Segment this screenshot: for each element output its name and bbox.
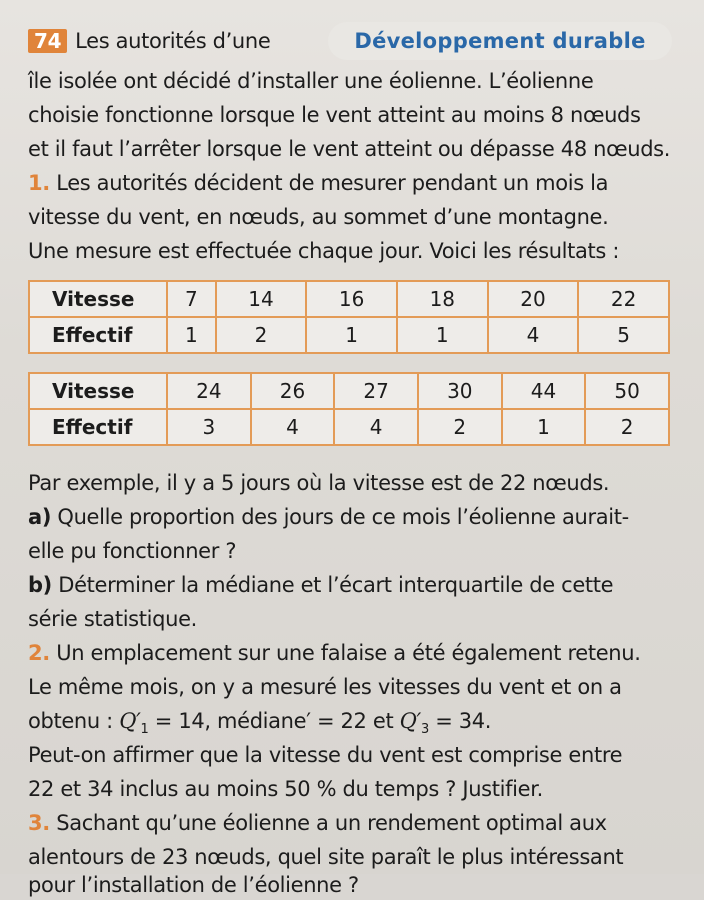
median-prime-text: , médiane′ = 22 et [204, 709, 400, 733]
table-cell: 1 [397, 317, 488, 353]
q3-prime-value: = 34. [428, 709, 492, 733]
table-cell: 2 [418, 409, 502, 445]
table-cell: 20 [488, 281, 579, 317]
table-cell: 7 [167, 281, 216, 317]
speed-table-1 [28, 280, 670, 354]
q2-text-1: Un emplacement sur une falaise a été également retenu. [56, 641, 641, 665]
qa-text-1: Quelle proportion des jours de ce mois l’éolienne aurait- [57, 505, 629, 529]
table-cell: 5 [578, 317, 669, 353]
q1-prime-symbol: Q′ [119, 709, 141, 733]
q2-number: 2. [28, 641, 50, 665]
qa-line-1 [28, 502, 684, 532]
table-cell: 30 [418, 373, 502, 409]
example-line: Par exemple, il y a 5 jours où la vitesse est de 22 nœuds. [28, 471, 610, 495]
q3-line-1 [28, 808, 684, 838]
theme-badge: Développement durable [328, 22, 672, 60]
q3-prime-subscript: 3 [420, 722, 429, 737]
q1-prime-value: = 14 [148, 709, 205, 733]
qb-label: b) [28, 573, 52, 597]
qa-label: a) [28, 505, 52, 529]
table-cell: 44 [502, 373, 586, 409]
intro-line-2: île isolée ont décidé d’installer une éolienne. L’éolienne [28, 69, 594, 93]
table-cell: 22 [578, 281, 669, 317]
table-row-label: Vitesse [29, 281, 167, 317]
table-cell: 50 [585, 373, 669, 409]
qa-line-2: elle pu fonctionner ? [28, 539, 237, 563]
intro-text-1: Les autorités d’une [75, 29, 271, 53]
table-row [29, 281, 669, 317]
table-cell: 1 [306, 317, 397, 353]
table-cell: 4 [251, 409, 335, 445]
table-cell: 4 [334, 409, 418, 445]
qb-line-1 [28, 570, 684, 600]
q3-number: 3. [28, 811, 50, 835]
qb-text-1: Déterminer la médiane et l’écart interquartile de cette [58, 573, 614, 597]
q1-line-1 [28, 168, 684, 198]
table-cell: 27 [334, 373, 418, 409]
table-row [29, 409, 669, 445]
table-row [29, 317, 669, 353]
table-cell: 18 [397, 281, 488, 317]
q2-line-1 [28, 638, 684, 668]
table-cell: 2 [216, 317, 307, 353]
q2-obtenu: obtenu : [28, 709, 120, 733]
q1-text-1: Les autorités décident de mesurer pendant un mois la [56, 171, 609, 195]
q3-prime-symbol: Q′ [399, 709, 421, 733]
table-cell: 14 [216, 281, 307, 317]
table-cell: 1 [502, 409, 586, 445]
q2-line-4: Peut-on affirmer que la vitesse du vent est comprise entre [28, 743, 623, 767]
table-cell: 1 [167, 317, 216, 353]
table-cell: 16 [306, 281, 397, 317]
q3-line-3: pour l’installation de l’éolienne ? [28, 873, 359, 897]
table-cell: 2 [585, 409, 669, 445]
q2-line-5: 22 et 34 inclus au moins 50 % du temps ? Justifier. [28, 777, 543, 801]
qb-line-2: série statistique. [28, 607, 197, 631]
table-row-label: Effectif [29, 409, 167, 445]
q1-line-3: Une mesure est effectuée chaque jour. Voici les résultats : [28, 239, 620, 263]
intro-line-3: choisie fonctionne lorsque le vent atteint au moins 8 nœuds [28, 103, 641, 127]
speed-table-2 [28, 372, 670, 446]
q2-line-2: Le même mois, on y a mesuré les vitesses du vent et on a [28, 675, 622, 699]
table-row-label: Vitesse [29, 373, 167, 409]
q3-line-2: alentours de 23 nœuds, quel site paraît le plus intéressant [28, 845, 624, 869]
table-row-label: Effectif [29, 317, 167, 353]
table-cell: 24 [167, 373, 251, 409]
table-cell: 4 [488, 317, 579, 353]
q1-line-2: vitesse du vent, en nœuds, au sommet d’une montagne. [28, 205, 609, 229]
table-row [29, 373, 669, 409]
q1-prime-subscript: 1 [140, 722, 149, 737]
table-cell: 3 [167, 409, 251, 445]
q1-number: 1. [28, 171, 50, 195]
table-cell: 26 [251, 373, 335, 409]
exercise-number: 74 [28, 29, 67, 53]
q3-text-1: Sachant qu’une éolienne a un rendement optimal aux [56, 811, 607, 835]
intro-line-4: et il faut l’arrêter lorsque le vent atteint ou dépasse 48 nœuds. [28, 137, 671, 161]
